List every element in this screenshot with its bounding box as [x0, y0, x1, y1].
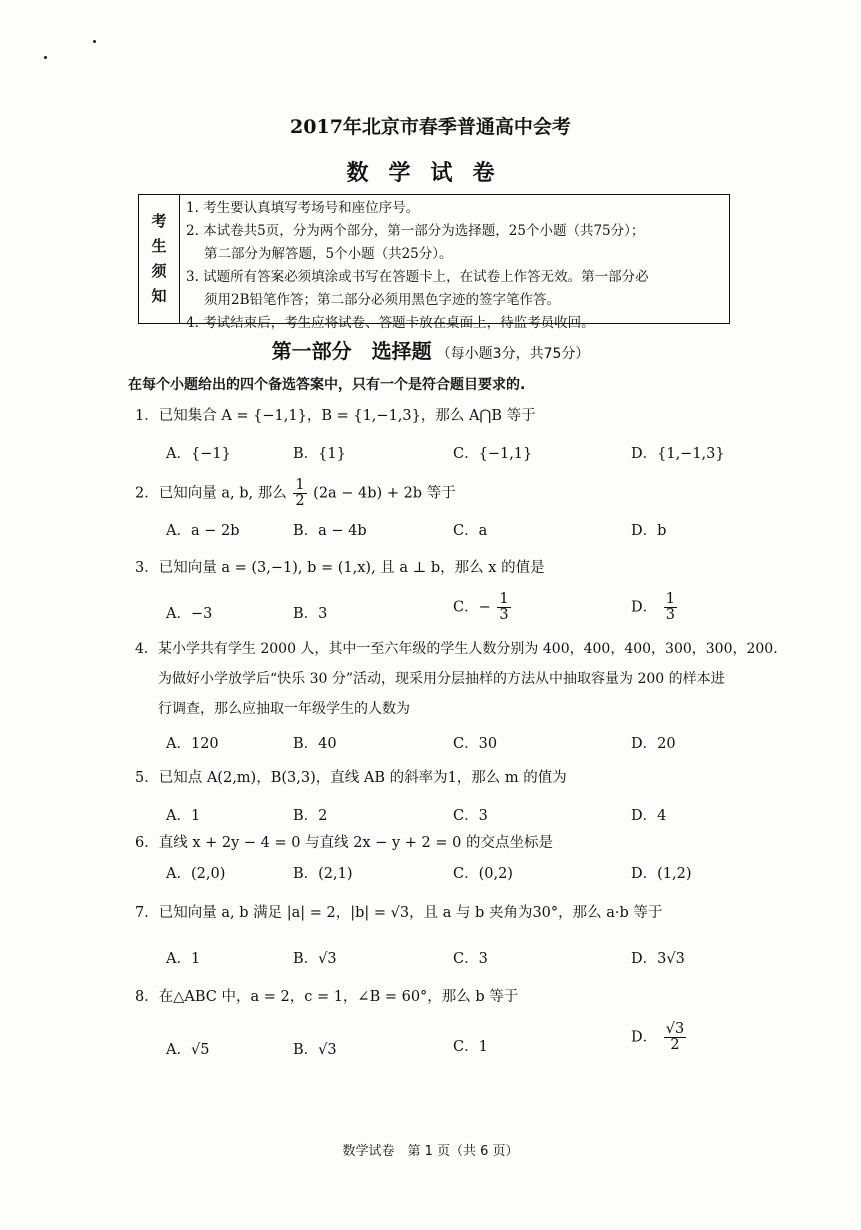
- notice-line: 4. 考试结束后，考生应将试卷、答题卡放在桌面上，待监考员收回。: [186, 315, 595, 331]
- question-stem: 5．已知点 A(2,m)，B(3,3)，直线 AB 的斜率为1，那么 m 的值为: [135, 770, 567, 786]
- fraction: [664, 592, 677, 623]
- notice-line: 3. 试题所有答案必须填涂或书写在答题卡上，在试卷上作答无效。第一部分必: [186, 269, 649, 285]
- option-c-prefix: C．−: [453, 599, 491, 616]
- section-heading: [0, 335, 861, 364]
- notice-line: 1. 考生要认真填写考场号和座位序号。: [186, 200, 420, 216]
- option-d: D．4: [631, 808, 667, 824]
- option-d: D．3√3: [631, 951, 685, 967]
- option-b: B．3: [293, 606, 328, 622]
- notice-body: [180, 195, 729, 331]
- fraction: [497, 592, 510, 623]
- option-d: D．{1,−1,3}: [631, 446, 725, 462]
- notice-line: 第二部分为解答题，5个小题（共25分）。: [204, 246, 453, 262]
- notice-side-char: 须: [151, 262, 167, 280]
- option-d-prefix: D．: [631, 1029, 658, 1046]
- exam-subtitle: 数学试卷: [346, 160, 515, 186]
- page-footer: 数学试卷 第 1 页（共 6 页）: [342, 1144, 519, 1159]
- option-b: B．√3: [293, 951, 337, 967]
- fraction-denominator: 3: [499, 607, 509, 623]
- option-b: B．40: [293, 736, 337, 752]
- question-stem: 6．直线 x + 2y − 4 = 0 与直线 2x − y + 2 = 0 的交点坐标是: [135, 835, 553, 851]
- fraction-numerator: 1: [499, 591, 509, 607]
- option-b: B．{1}: [293, 446, 346, 462]
- question-stem: 3．已知向量 a = (3,−1), b = (1,x), 且 a ⊥ b，那么 x 的值是: [135, 560, 545, 576]
- question-stem: 1．已知集合 A = {−1,1}，B = {1,−1,3}，那么 A⋂B 等于: [135, 408, 536, 424]
- option-c: C．3: [453, 808, 488, 824]
- option-c: C．3: [453, 951, 488, 967]
- question-stem: 7．已知向量 a, b 满足 |a| = 2，|b| = √3，且 a 与 b 夹角为30°，那么 a·b 等于: [135, 905, 663, 921]
- question-stem: [135, 478, 456, 509]
- fraction-numerator: 1: [665, 591, 675, 607]
- section-title: 第一部分 选择题: [271, 339, 432, 363]
- option-a: A．a − 2b: [166, 523, 240, 539]
- option-c: C．{−1,1}: [453, 446, 533, 462]
- option-b: B．a − 4b: [293, 523, 367, 539]
- notice-side-label: [139, 195, 180, 323]
- question-stem-post: (2a − 4b) + 2b 等于: [313, 485, 456, 502]
- option-c: C．1: [453, 1039, 488, 1055]
- option-d: [631, 592, 679, 623]
- option-a: A．120: [166, 736, 219, 752]
- option-a: A．1: [166, 951, 201, 967]
- option-d: [631, 1022, 688, 1053]
- option-d: D．b: [631, 523, 667, 539]
- candidate-notice-box: [138, 194, 730, 331]
- fraction: [664, 1022, 686, 1053]
- fraction-denominator: 3: [665, 607, 675, 623]
- notice-side-char: 生: [151, 237, 167, 255]
- option-a: A．−3: [166, 606, 213, 622]
- option-d: D．20: [631, 736, 676, 752]
- option-c: C．30: [453, 736, 498, 752]
- scan-speck: [44, 56, 47, 59]
- option-a: A．{−1}: [166, 446, 231, 462]
- fraction-numerator: 1: [295, 477, 305, 493]
- scan-speck: [93, 40, 96, 43]
- fraction: [293, 478, 306, 509]
- question-stem-line: 行调查，那么应抽取一年级学生的人数为: [158, 701, 410, 717]
- notice-line: 2. 本试卷共5页，分为两个部分，第一部分为选择题，25个小题（共75分）；: [186, 223, 645, 239]
- exam-title: 2017年北京市春季普通高中会考: [290, 116, 571, 138]
- fraction-numerator: √3: [665, 1021, 685, 1037]
- question-stem-line: 为做好小学放学后“快乐 30 分”活动，现采用分层抽样的方法从中抽取容量为 200 的样本进: [158, 671, 725, 687]
- section-instruction: 在每个小题给出的四个备选答案中，只有一个是符合题目要求的.: [128, 377, 526, 393]
- option-b: B．(2,1): [293, 866, 353, 882]
- notice-side-char: 考: [151, 212, 167, 230]
- option-b: B．2: [293, 808, 328, 824]
- fraction-denominator: 2: [295, 493, 305, 509]
- notice-line: 须用2B铅笔作答；第二部分必须用黑色字迹的签字笔作答。: [204, 292, 561, 308]
- question-stem: 8．在△ABC 中，a = 2，c = 1，∠B = 60°，那么 b 等于: [135, 989, 519, 1005]
- fraction-denominator: 2: [670, 1037, 680, 1053]
- question-stem-pre: 2．已知向量 a, b, 那么: [135, 485, 287, 502]
- option-a: A．(2,0): [166, 866, 226, 882]
- notice-side-char: 知: [151, 287, 167, 305]
- option-a: A．1: [166, 808, 201, 824]
- option-a: A．√5: [166, 1042, 210, 1058]
- section-note: （每小题3分，共75分）: [436, 346, 590, 362]
- option-d-prefix: D．: [631, 599, 658, 616]
- option-c: C．a: [453, 523, 488, 539]
- question-stem-line: 4．某小学共有学生 2000 人，其中一至六年级的学生人数分别为 400，400，400，300，300，200.: [135, 641, 778, 657]
- option-b: B．√3: [293, 1042, 337, 1058]
- option-d: D．(1,2): [631, 866, 692, 882]
- option-c: C．(0,2): [453, 866, 513, 882]
- option-c: [453, 592, 513, 623]
